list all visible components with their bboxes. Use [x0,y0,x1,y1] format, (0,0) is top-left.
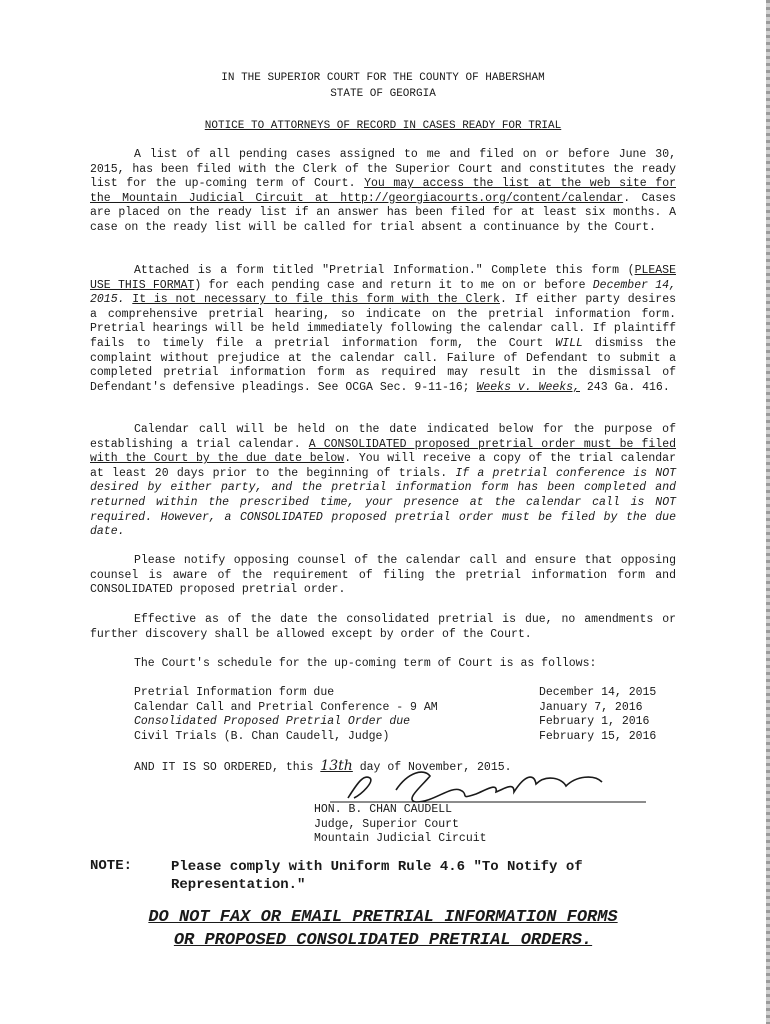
paragraph-ready-list [90,148,676,236]
conference-note: If a pretrial conference is NOT desired by either party, and the pretrial information form has been completed and returned within the prescribed time, your presence at the calendar call is NOT required. However, a CONSOLIDATED proposed pretrial order must be filed by the due date. [90,466,676,539]
schedule-date: February 1, 2016 [539,715,650,729]
warning-line-1: DO NOT FAX OR EMAIL PRETRIAL INFORMATION FORMS [148,908,618,927]
calendar-text: Calendar call will be held on the date indicated below for the purpose of establishing a trial calendar. [90,423,676,451]
clerk-note: It is not necessary to file this form with the Clerk [132,293,500,307]
schedule-event: Pretrial Information form due [134,686,335,699]
notify-text: Please notify opposing counsel of the calendar call and ensure that opposing counsel is aware of the requirement of filing the pretrial information form and CONSOLIDATED proposed pretrial order. [90,554,676,597]
order-text: AND IT IS SO ORDERED, this [134,761,321,774]
schedule-dates [539,686,656,744]
pretrial-text: ) for each pending case and return it to me on or before [194,278,593,292]
court-name: IN THE SUPERIOR COURT FOR THE COUNTY OF HABERSHAM [221,72,545,84]
state-name: STATE OF GEORGIA [330,88,436,100]
note-label: NOTE: [90,858,133,874]
schedule-event: Civil Trials (B. Chan Caudell, Judge) [134,729,390,743]
schedule-date: December 14, 2015 [539,686,657,699]
schedule-intro [90,657,676,672]
pretrial-text: dismiss the complaint without prejudice at the calendar call. Failure of Defendant to submit a completed pretrial information form as required may result in the dismissal of Defendant's defensive pleadings. See OCGA Sec. 9-11-16; [90,336,676,394]
ready-list-text: A list of all pending cases assigned to me and filed on or before June 30, 2015, has been filed with the Clerk of the Superior Court and constitutes the ready list for the up-coming term of Court. [90,148,676,191]
schedule-event: Consolidated Proposed Pretrial Order due [134,715,411,729]
handwritten-signature [300,768,660,808]
pretrial-text: 243 Ga. 416. [580,380,670,394]
judge-name: HON. B. CHAN CAUDELL [314,803,453,816]
calendar-text: . You will receive a copy of the trial calendar at least 20 days prior to the beginning of trials. [90,452,676,480]
judge-circuit: Mountain Judicial Circuit [314,832,487,846]
signature-block [314,803,487,847]
paragraph-calendar-call [90,423,676,540]
format-note: PLEASE USE THIS FORMAT [90,264,676,292]
judge-title: Judge, Superior Court [314,817,459,831]
ready-list-text-end: . Cases are placed on the ready list if an answer has been filed for at least six months. A case on the ready list will be called for trial absent a continuance by the Court. [90,191,676,234]
calendar-link[interactable]: You may access the list at the web site for the Mountain Judicial Circuit at http://georgiacourts.org/content/calendar [90,177,676,205]
paragraph-notify [90,554,676,598]
note-text: Please comply with Uniform Rule 4.6 "To Notify of Representation." [171,859,583,893]
paragraph-pretrial-form [90,264,676,395]
schedule-intro-text: The Court's schedule for the up-coming term of Court is as follows: [134,657,597,670]
order-day-handwritten: 13th [320,758,353,774]
schedule-event: Calendar Call and Pretrial Conference - 9 AM [134,700,438,714]
schedule-date: February 15, 2016 [539,729,657,743]
schedule-date: January 7, 2016 [539,700,643,714]
notice-title: NOTICE TO ATTORNEYS OF RECORD IN CASES READY FOR TRIAL [204,120,562,132]
order-text: day of November, 2015. [352,761,512,774]
consolidated-order-note: A CONSOLIDATED proposed pretrial order must be filed with the Court by the due date below [90,437,677,466]
pretrial-text: . If either party desires a comprehensive pretrial hearing, so indicate on the pretrial information form. Pretrial hearings will be held immediately following the calendar call. If plaintiff fails to timely file a pretrial information form, the Court [90,293,676,350]
schedule-events [134,686,438,744]
case-citation: Weeks v. Weeks, [476,380,580,394]
paragraph-amendments [90,613,676,642]
will-emphasis: WILL [555,336,583,350]
warning-line-2: OR PROPOSED CONSOLIDATED PRETRIAL ORDERS. [173,931,593,950]
due-date-text: December 14, 2015. [90,278,676,307]
page-edge-scan [766,0,770,1024]
pretrial-text: Attached is a form titled "Pretrial Information." Complete this form ( [134,264,635,277]
amendments-text: Effective as of the date the consolidated pretrial is due, no amendments or further discovery shall be allowed except by order of the Court. [90,613,676,641]
